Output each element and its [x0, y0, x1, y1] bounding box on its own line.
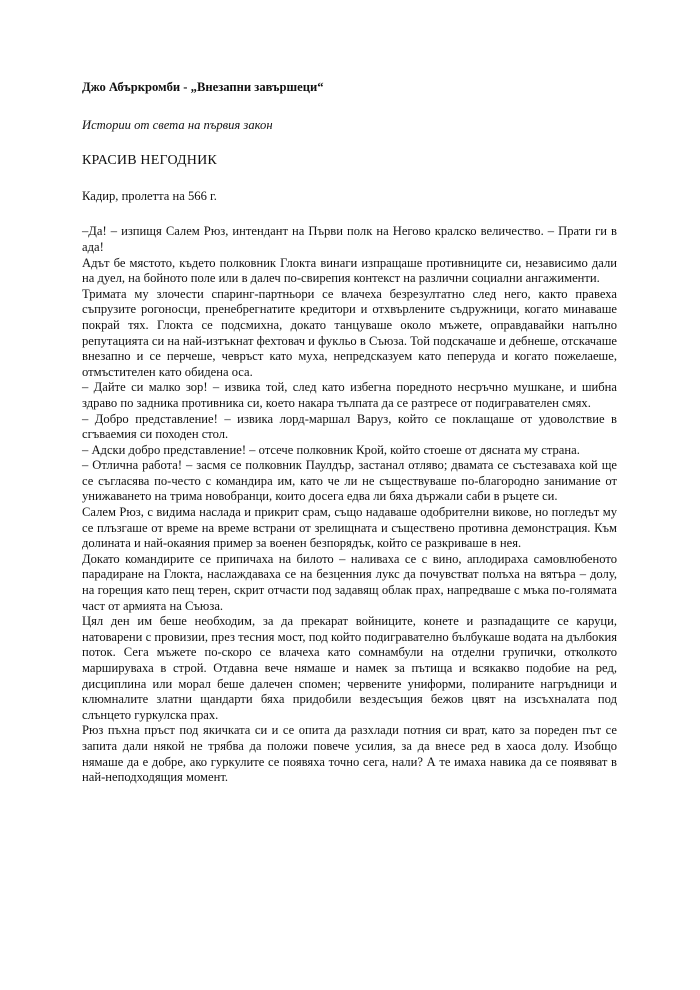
paragraph: Салем Рюз, с видима наслада и прикрит срам, също надаваше одобрителни викове, но погледът му се плъзгаше от време на време встрани от зрелищната и съществено противна демонстрация. Към долината и най-окаяния пример за военен безпорядък, който се разкриваше в нея.	[82, 505, 617, 551]
paragraph: – Отлична работа! – засмя се полковник Паулдър, застанал отляво; двамата се състезаваха кой ще се съгласява по-често с командира им, като че ли не съществуваше по-благородно занимание от унижаването на трима новобранци, които досега едва ли бяха държали саби в ръцете си.	[82, 458, 617, 504]
paragraph: Рюз пъхна пръст под якичката си и се опита да разхлади потния си врат, като за пореден път се запита дали някой не трябва да положи повече усилия, за да внесе ред в хаоса долу. Изобщо нямаше да е добре, ако гуркулите се появяха точно сега, нали? А те имаха навика да се появяват в най-неподходящия момент.	[82, 723, 617, 785]
place-date: Кадир, пролетта на 566 г.	[82, 188, 217, 203]
paragraph: –Да! – изпищя Салем Рюз, интендант на Първи полк на Негово кралско величество. – Прати ги в ада!	[82, 224, 617, 254]
document-body	[82, 80, 617, 786]
story-title: КРАСИВ НЕГОДНИК	[82, 153, 217, 169]
book-subtitle: Истории от света на първия закон	[82, 117, 273, 132]
paragraph: – Адски добро представление! – отсече полковник Крой, който стоеше от дясната му страна.	[82, 442, 580, 457]
paragraph: – Добро представление! – извика лорд-маршал Варуз, който се поклащаше от удоволствие в сгъваемия си походен стол.	[82, 411, 617, 442]
paragraph: Тримата му злочести спаринг-партньори се влачеха безрезултатно след него, както правеха съпрузите рогоносци, пренебрегнатите кредитори и отхвърлените съдружници, когато минаваше покрай тях. Глокта се подсмихна, докато танцуваше около мъжете, оправдавайки напълно репутацията си на най-изтъкнат фехтовач и фукльо в Съюза. Той подскачаше и дебнеше, отскачаше внезапно и се перчеше, чевръст като муха, непредсказуем като пеперуда и когато пожелаеше, отмъстителен като обидена оса.	[82, 286, 617, 379]
paragraph: Докато командирите се припичаха на билото – наливаха се с вино, аплодираха самовлюбеното парадиране на Глокта, наслаждаваха се на безценния лукс да почувстват полъха на вятъра – долу, на горещия като пещ терен, скрит отчасти под задавящ облак прах, напредваше с мъка по-голямата част от армията на Съюза.	[82, 551, 617, 613]
paragraph: – Дайте си малко зор! – извика той, след като избегна поредното несръчно мушкане, и шибна здраво по задника противника си, което накара тълпата да се разтресе от подигравателен смях.	[82, 380, 617, 410]
paragraph: Адът бе мястото, където полковник Глокта винаги изпращаше противниците си, независимо дали на дуел, на бойното поле или в далеч по-свирепия контекст на различни социални ангажименти.	[82, 255, 617, 286]
book-title: Джо Абъркромби - „Внезапни завършеци“	[82, 80, 324, 94]
paragraph: Цял ден им беше необходим, за да прекарат войниците, конете и разпадащите се каруци, натоварени с провизии, през тесния мост, под който подигравателно бълбукаше водата на дълбокия поток. Сега мъжете по-скоро се влачеха като сомнамбули на отделни групички, отколкото маршируваха в строй. Отдавна вече нямаше и намек за пътища и всякакво подобие на ред, дисциплина или морал беше далечен спомен; червените униформи, полираните нагръдници и клюмналите златни щандарти бяха придобили вездесъщия бежов цвят на изсъхналата под слънцето гуркулска прах.	[82, 614, 617, 722]
